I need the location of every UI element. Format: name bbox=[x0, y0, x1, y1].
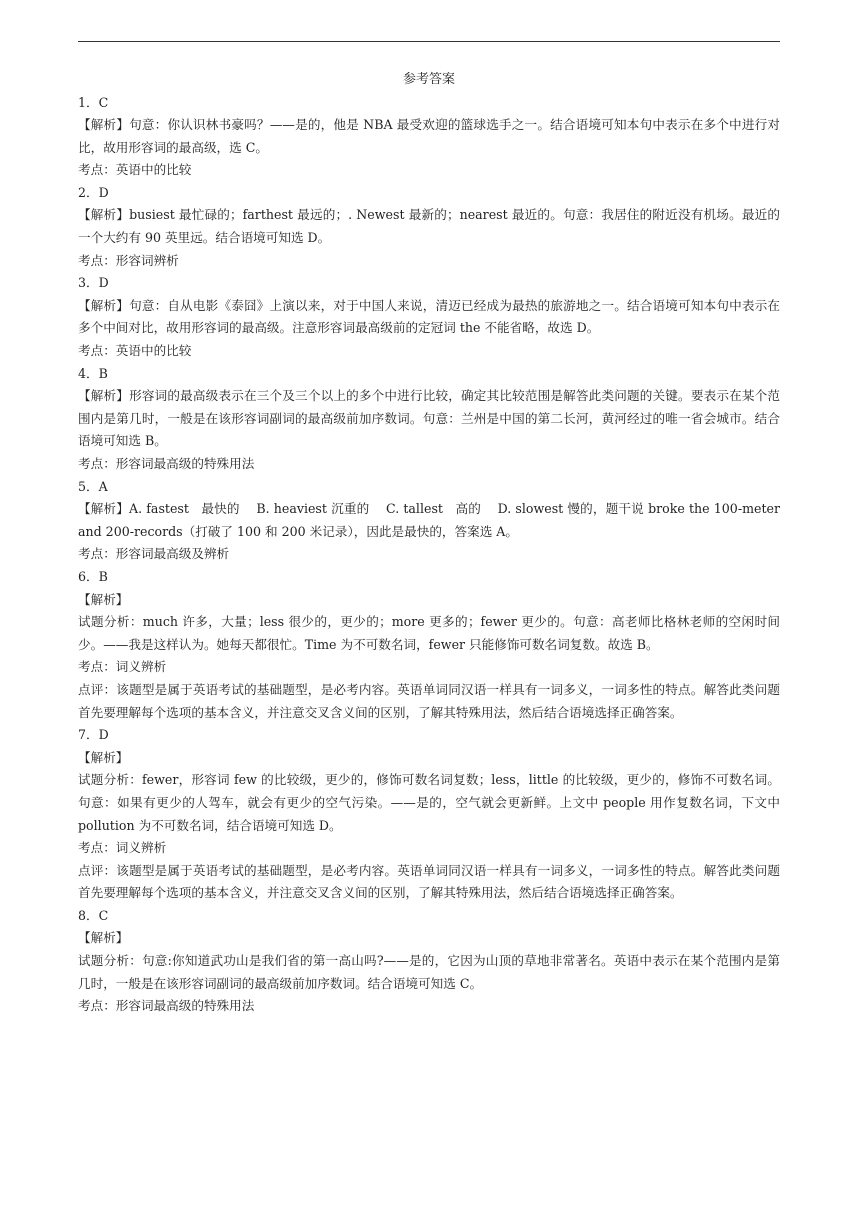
answer-8: 8．C bbox=[78, 907, 109, 923]
page-title: 参考答案 bbox=[402, 72, 455, 87]
kaodian-5: 考点：形容词最高级及辨析 bbox=[78, 546, 230, 562]
analysis-3 bbox=[78, 295, 780, 340]
fenxi-6: 试题分析：much 许多，大量；less 很少的，更少的；more 更多的；fewer 更少的。句意：高老师比格林老师的空闲时间少。——我是这样认为。她每天都很忙。Time 为不可数名词，fewer 只能修饰可数名词复数。故选 B。 bbox=[78, 614, 780, 652]
analysis-label: 【解析】 bbox=[78, 207, 130, 223]
analysis-text: 形容词的最高级表示在三个及三个以上的多个中进行比较，确定其比较范围是解答此类问题的关键。要表示在某个范围内是第几时，一般是在该形容词副词的最高级前加序数词。句意：兰州是中国的第二长河，黄河经过的唯一省会城市。结合语境可知选 B。 bbox=[78, 388, 781, 449]
answer-5: 5．A bbox=[78, 478, 108, 494]
kaodian-3: 考点：英语中的比较 bbox=[78, 343, 192, 359]
analysis-4 bbox=[78, 385, 780, 453]
kaodian-6: 考点：词义辨析 bbox=[78, 659, 167, 675]
kaodian-1: 考点：英语中的比较 bbox=[78, 162, 192, 178]
analysis-label-7: 【解析】 bbox=[78, 749, 129, 765]
analysis-text: busiest 最忙碌的；farthest 最远的；. Newest 最新的；nearest 最近的。句意：我居住的附近没有机场。最近的一个大约有 90 英里远。结合语境可知选 D。 bbox=[78, 207, 781, 246]
analysis-label: 【解析】 bbox=[78, 501, 130, 517]
answer-2: 2．D bbox=[78, 184, 109, 200]
fenxi-8: 试题分析：句意:你知道武功山是我们省的第一高山吗?——是的，它因为山顶的草地非常著名。英语中表示在某个范围内是第几时，一般是在该形容词副词的最高级前加序数词。结合语境可知选 C。 bbox=[78, 953, 780, 991]
dianping-7: 点评：该题型是属于英语考试的基础题型，是必考内容。英语单词同汉语一样具有一词多义，一词多性的特点。解答此类问题首先要理解每个选项的基本含义，并注意交叉含义间的区别，了解其特殊用法，然后结合语境选择正确答案。 bbox=[78, 862, 780, 901]
answer-7: 7．D bbox=[78, 727, 109, 743]
answer-document bbox=[78, 69, 785, 1018]
analysis-text: A. fastest 最快的 B. heaviest 沉重的 C. tallest 高的 D. slowest 慢的，题干说 broke the 100-meter and 200-records（打破了 100 和 200 米记录），因此是最快的，答案选 A。 bbox=[78, 501, 785, 539]
analysis-text: 句意：你认识林书豪吗？——是的，他是 NBA 最受欢迎的篮球选手之一。结合语境可知本句中表示在多个中进行对比，故用形容词的最高级，选 C。 bbox=[78, 117, 780, 155]
kaodian-4: 考点：形容词最高级的特殊用法 bbox=[78, 456, 255, 471]
analysis-label: 【解析】 bbox=[78, 117, 130, 133]
analysis-label: 【解析】 bbox=[78, 388, 130, 404]
fenxi-7: 试题分析：fewer，形容词 few 的比较级，更少的，修饰可数名词复数；less，little 的比较级，更少的，修饰不可数名词。句意：如果有更少的人驾车，就会有更少的空气污染。——是的，空气就会更新鲜。上文中 people 用作复数名词，下文中 pollution 为不可数名词，结合语境可知选 D。 bbox=[78, 772, 780, 833]
kaodian-2: 考点：形容词辨析 bbox=[78, 252, 179, 268]
analysis-label: 【解析】 bbox=[78, 297, 130, 313]
answer-6: 6．B bbox=[78, 568, 108, 584]
answer-4: 4．B bbox=[78, 365, 108, 381]
analysis-5 bbox=[78, 498, 785, 543]
analysis-label-6: 【解析】 bbox=[78, 591, 129, 607]
analysis-label-8: 【解析】 bbox=[78, 930, 129, 946]
kaodian-8: 考点：形容词最高级的特殊用法 bbox=[78, 998, 255, 1014]
analysis-1 bbox=[78, 114, 780, 159]
analysis-text: 句意：自从电影《泰囧》上演以来，对于中国人来说，清迈已经成为最热的旅游地之一。结合语境可知本句中表示在多个中间对比，故用形容词的最高级。注意形容词最高级前的定冠词 the 不能省略，故选 D。 bbox=[78, 297, 781, 336]
kaodian-7: 考点：词义辨析 bbox=[78, 840, 167, 856]
answer-1: 1．C bbox=[78, 94, 109, 110]
answer-3: 3．D bbox=[78, 275, 109, 291]
analysis-2 bbox=[78, 204, 780, 249]
dianping-6: 点评：该题型是属于英语考试的基础题型，是必考内容。英语单词同汉语一样具有一词多义，一词多性的特点。解答此类问题首先要理解每个选项的基本含义，并注意交叉含义间的区别，了解其特殊用法，然后结合语境选择正确答案。 bbox=[78, 681, 780, 720]
header-rule bbox=[78, 41, 780, 42]
